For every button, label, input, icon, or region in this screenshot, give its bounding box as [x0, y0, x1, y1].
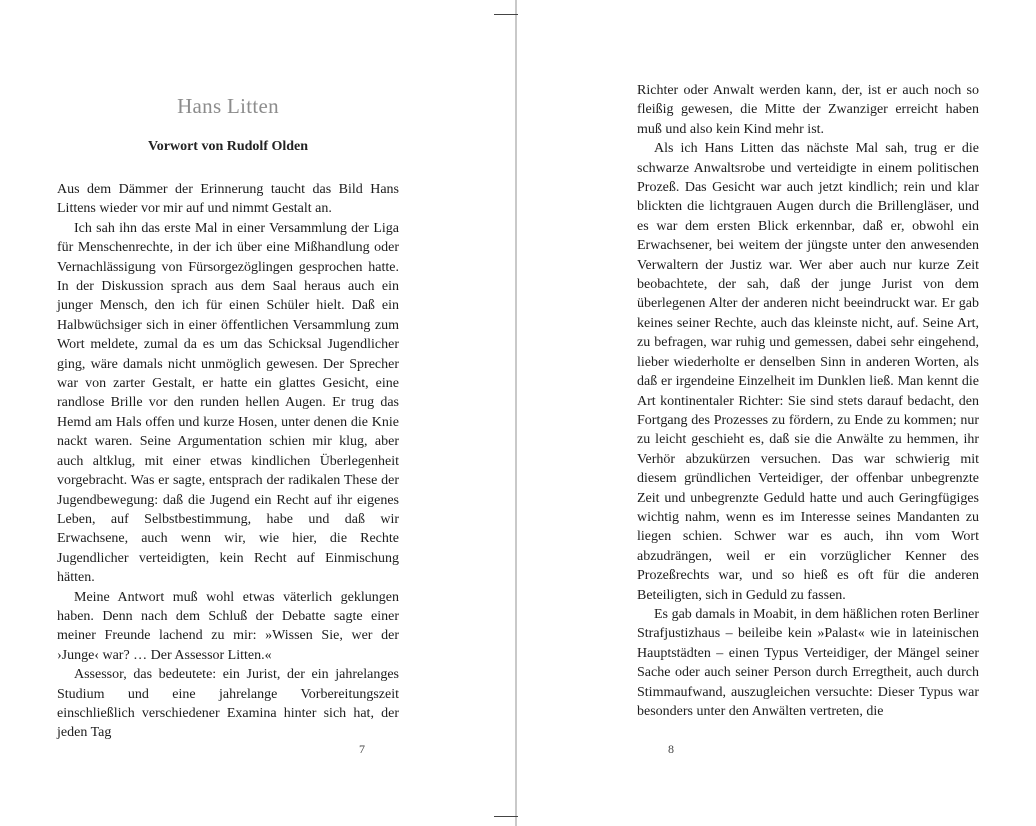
- chapter-subtitle: Vorwort von Rudolf Olden: [147, 139, 309, 154]
- paragraph: Richter oder Anwalt werden kann, der, ist er auch noch so fleißig gewesen, die Mitte der Zwanziger erreicht haben muß und also kein Kind mehr ist.: [637, 83, 979, 137]
- paragraph: Meine Antwort muß wohl etwas väterlich geklungen haben. Denn nach dem Schluß der Debatte sagte einer meiner Freunde lachend zu mir: »Wissen Sie, wer der ›Junge‹ war? … Der Assessor Litten.«: [57, 589, 399, 663]
- page-gutter: [515, 0, 517, 826]
- paragraph: Als ich Hans Litten das nächste Mal sah, trug er die schwarze Anwaltsrobe und verteidigte in einem politischen Prozeß. Das Gesicht war auch jetzt kindlich; rein und klar blickten die lichtgrauen Augen durch die Brillengläser, und es war dem ersten Blick erkennbar, daß er, obwohl ein Erwachsener, bei weitem der jüngste unter den anwesenden Verwaltern der Justiz war. Wer aber auch nur kurze Zeit beobachtete, der sah, daß der junge Jurist von dem überlegenen Alter der anderen nicht beeindruckt war. Er gab keines seiner Rechte, auch das kleinste nicht, auf. Seine Art, zu befragen, war ruhig und gemessen, dabei sehr eingehend, lieber wiederholte er denselben Sinn in anderen Worten, als daß er irgendeine Einzelheit im Dunklen ließ. Man kennt die Art kontinentaler Richter: Sie sind stets darauf bedacht, den Fortgang des Prozesses zu fördern, zu Ende zu kommen; nur zu leicht geschieht es, daß sie die Anwälte zu hemmen, ihr Verhör abzukürzen versuchen. Das war schwierig mit diesem gründlichen Verteidiger, der offenbar unbegrenzte Zeit und unbegrenzte Geduld hatte und auch Geringfügiges wichtig nahm, wenn es im Interesse seines Mandanten zu liegen schien. Schwer war es auch, ihn vom Wort abzudrängen, weil er ein vorzüglicher Kenner des Prozeßrechts war, und so hieß es oft für die anderen Beteiligten, sich in Geduld zu fassen.: [637, 141, 979, 603]
- chapter-title: Hans Litten: [177, 94, 279, 118]
- right-body-text: [637, 81, 979, 721]
- left-page: [0, 0, 516, 826]
- page-number-right: 8: [668, 742, 674, 756]
- paragraph: Ich sah ihn das erste Mal in einer Versammlung der Liga für Menschenrechte, in der ich über eine Mißhandlung oder Vernachlässigung von Fürsorgezöglingen gesprochen hatte. In der Diskussion sprach aus dem Saal heraus auch ein junger Mensch, den ich für einen Schüler hielt. Daß ein Halbwüchsiger sich in einer öffentlichen Versammlung zum Wort meldete, zumal da es um das Schicksal Jugendlicher ging, wäre damals nicht unmöglich gewesen. Der Sprecher war von zarter Gestalt, er hatte ein glattes Gesicht, eine randlose Brille vor den runden hellen Augen. Er trug das Hemd am Hals offen und kurze Hosen, unter denen die Knie nackt waren. Seine Argumentation schien mir klug, aber auch altklug, mit einer etwas kindlichen Überlegenheit vorgebracht. Was er sagte, entsprach der radikalen These der Jugendbewegung: daß die Jugend ein Recht auf ihr eigenes Leben, auf Selbstbestimmung, habe und daß wir Erwachsene, auch wenn wir, wie hier, die Rechte Jugendlicher verteidigten, kein Recht auf Einmischung hätten.: [57, 220, 399, 586]
- right-page: [518, 0, 1036, 826]
- page-number-left: 7: [359, 742, 365, 756]
- left-body-text: [57, 180, 399, 743]
- paragraph: Assessor, das bedeutete: ein Jurist, der ein jahrelanges Studium und eine jahrelange Vorbereitungszeit einschließlich verschiedener Examina hinter sich hat, der jeden Tag: [57, 667, 399, 741]
- paragraph: Aus dem Dämmer der Erinnerung taucht das Bild Hans Littens wieder vor mir auf und nimmt Gestalt an.: [57, 182, 399, 217]
- paragraph: Es gab damals in Moabit, in dem häßlichen roten Berliner Strafjustizhaus – beileibe kein »Palast« wie in lateinischen Hauptstädten – einen Typus Verteidiger, der Mängel seiner Sache oder auch seiner Person durch Erregtheit, auch durch Stimmaufwand, auszugleichen versuchte: Dieser Typus war besonders unter den Anwälten vertreten, die: [637, 606, 979, 719]
